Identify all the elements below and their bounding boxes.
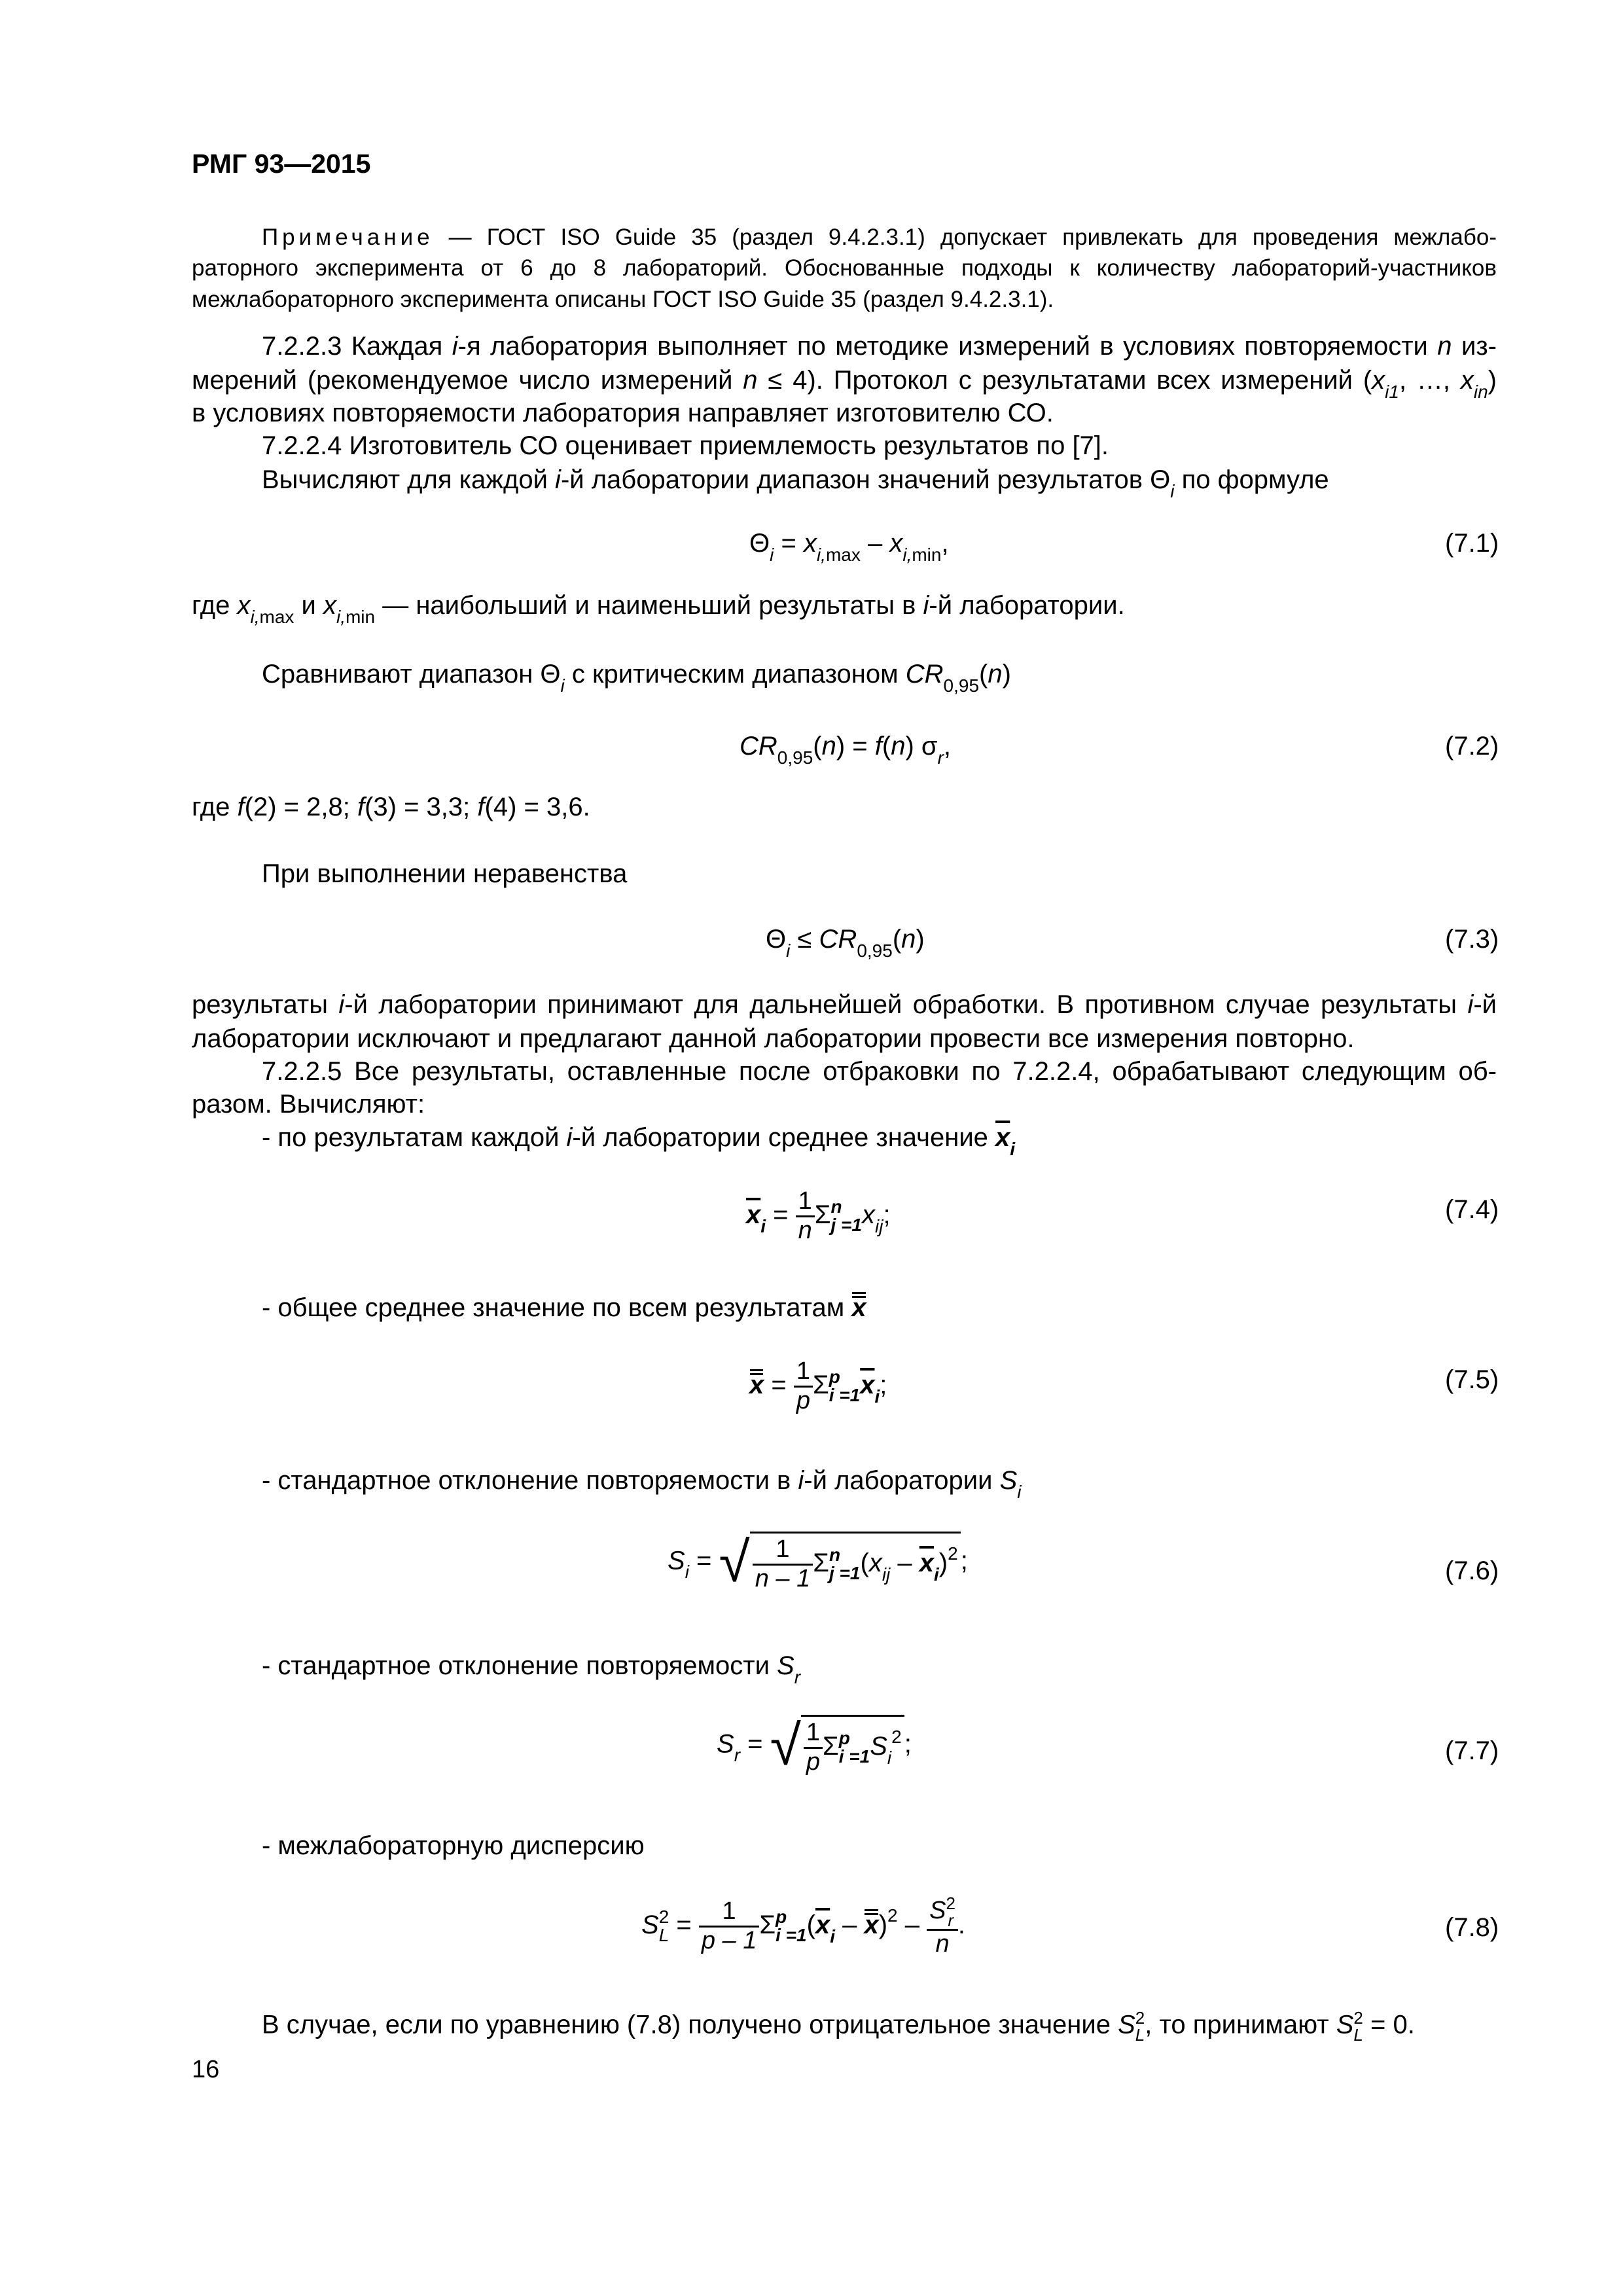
bullet-grand-mean: - общее среднее значение по всем результатам x (262, 1293, 866, 1322)
result-paragraph-line-2: лаборатории исключают и предлагают данной лаборатории провести все измерения повторно. (192, 1024, 1355, 1053)
equation-number-7-4: (7.4) (1445, 1195, 1499, 1224)
note-line-2: раторного эксперимента от 6 до 8 лабораторий. Обоснованные подходы к количеству лабораторий-участников (192, 255, 1497, 281)
document-code: РМГ 93—2015 (192, 149, 371, 179)
where-7-1: где $x_{i,max}$ и $x_{i,min}$ — наибольший и наименьший результаты в i-й лаборатории. (192, 591, 1125, 627)
where-7-2: где f(2) = 2,8; f(3) = 3,3; f(4) = 3,6. (192, 793, 590, 821)
para-7223-line-1: 7.2.2.3 Каждая i-я лаборатория выполняет по методике измерений в условиях повторяемости n из- (262, 332, 1497, 361)
bullet-repeatability-std: - стандартное отклонение повторяемости $S_r$ (262, 1651, 801, 1687)
note-line-3: межлабораторного эксперимента описаны ГОСТ ISO Guide 35 (раздел 9.4.2.3.1). (192, 287, 1054, 312)
result-paragraph-line-1: результаты i-й лаборатории принимают для дальнейшей обработки. В противном случае результаты i-й (192, 990, 1497, 1019)
equation-7-5: x = $\frac{1}{p}$ Σ p i =1 $\overline{x}_i$; (749, 1357, 887, 1414)
equation-7-1: $\Theta_i = x_{i,max} - x_{i,min}$, (749, 529, 949, 565)
sqrt-sign: √ (719, 1530, 750, 1594)
bullet-interlab-variance: - межлабораторную дисперсию (262, 1831, 645, 1860)
inequality-intro: При выполнении неравенства (262, 859, 628, 888)
note-line-1: Примечание — ГОСТ ISO Guide 35 (раздел 9.4.2.3.1) допускает привлекать для проведения межлабо- (262, 224, 1497, 250)
equation-7-3: $\Theta_i \le CR_{0,95}(n)$ (766, 925, 925, 961)
para-7225-line-1: 7.2.2.5 Все результаты, оставленные после отбраковки по 7.2.2.4, обрабатывают следующим об- (262, 1057, 1497, 1086)
equation-number-7-2: (7.2) (1445, 732, 1499, 761)
equation-7-7: $S_r$ = √ $\frac{1}{p}$ Σ p i =1 $S_i^2$ ; (717, 1713, 912, 1777)
equation-7-2: $CR_{0,95}(n) = f(n)$ $\sigma_r$, (740, 732, 952, 768)
para-7225-line-2: разом. Вычисляют: (192, 1090, 425, 1119)
bullet-lab-std: - стандартное отклонение повторяемости в i-й лаборатории $S_i$ (262, 1466, 1022, 1502)
equation-number-7-1: (7.1) (1445, 529, 1499, 558)
equation-number-7-8: (7.8) (1445, 1913, 1499, 1942)
sqrt-sign: √ (770, 1713, 801, 1777)
page-number: 16 (192, 2056, 220, 2083)
para-calc-range: Вычисляют для каждой i-й лаборатории диапазон значений результатов $\Theta_i$ по формуле (262, 465, 1329, 501)
equation-7-6: $S_i$ = √ $\frac{1}{n - 1}$ Σ n j =1 $(x_{ij} - \overline{x}_i)^2$ ; (668, 1530, 968, 1594)
para-7223-line-2: мерений (рекомендуемое число измерений n ≤ 4). Протокол с результатами всех измерений ($x_{i1}$, …, $x_{in}$) (192, 366, 1497, 402)
compare-paragraph: Сравнивают диапазон $\Theta_i$ с критическим диапазоном $CR_{0,95}(n)$ (262, 660, 1011, 696)
equation-number-7-6: (7.6) (1445, 1556, 1499, 1585)
equation-number-7-5: (7.5) (1445, 1365, 1499, 1394)
equation-7-8: S 2 L = $\frac{1}{p - 1}$ Σ p i =1 $(\overline{x}_i - x)^2$ – S 2 r n . (641, 1893, 966, 1958)
para-7223-line-3: в условиях повторяемости лаборатория направляет изготовителю СО. (192, 399, 1054, 427)
final-paragraph: В случае, если по уравнению (7.8) получено отрицательное значение S 2 L , то принимают S 2 L = 0. (262, 2008, 1415, 2045)
equation-number-7-7: (7.7) (1445, 1736, 1499, 1765)
para-7224: 7.2.2.4 Изготовитель СО оценивает приемлемость результатов по [7]. (262, 431, 1109, 460)
equation-7-4: $\overline{x}_i$ = $\frac{1}{n}$ Σ n j =1 $x_{ij}$; (746, 1187, 891, 1244)
equation-number-7-3: (7.3) (1445, 925, 1499, 954)
note-label: Примечание (262, 224, 434, 250)
bullet-lab-mean: - по результатам каждой i-й лаборатории среднее значение $\overline{x}_i$ (262, 1123, 1016, 1159)
